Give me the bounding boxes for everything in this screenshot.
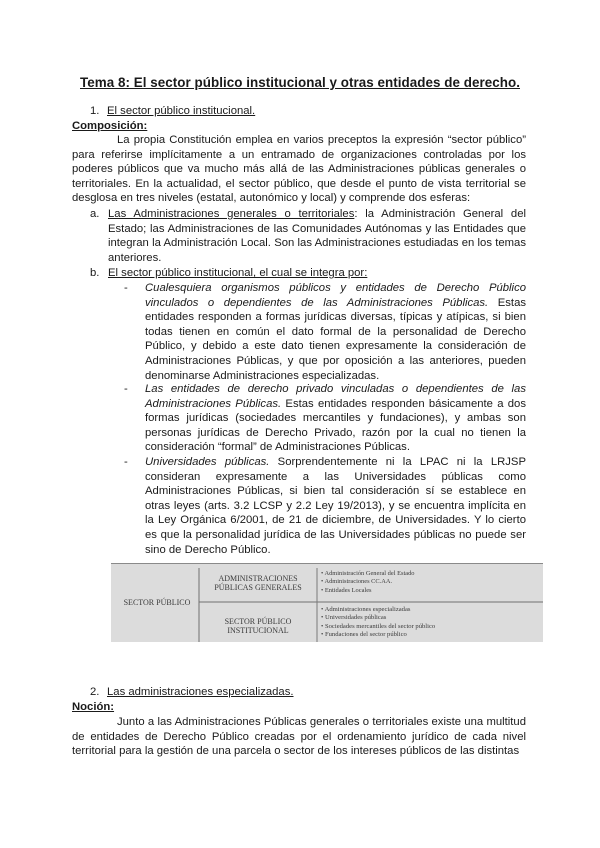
diagram-list-item: • Administraciones especializadas [321,606,411,613]
list-item-a [90,207,526,265]
sub-item-1-marker: - [124,282,128,294]
document-title: Tema 8: El sector público institucional y otras entidades de derecho. [80,75,520,90]
section-1-number: 1. [90,105,100,117]
section-1-title: El sector público institucional. [107,105,256,117]
diagram-branch-2-list [321,606,541,640]
sub-item-2 [124,382,526,455]
sub-item-3-lead: Universidades públicas. [145,456,270,468]
section-2-paragraph: Junto a las Administraciones Públicas generales o territoriales existe una multitud de entidades de Derecho Público creadas por el ordenamiento jurídico de cada nivel territorial para la gestión de una parcela o sector de los intereses públicos de las distintas [72,716,526,758]
list-item-a-text: : la Administración General del Estado; las Administraciones de las Comunidades Autónomas y las Entidades que integran la Administración Local. Son las Administraciones estudiadas en los temas anteriores. [108,208,526,264]
sector-publico-diagram [111,563,543,642]
diagram-root-label: SECTOR PÚBLICO [123,598,191,607]
section-2-number: 2. [90,686,100,698]
list-marker-a: a. [90,208,100,220]
diagram-list-item: • Administraciones CC.AA. [321,578,393,586]
list-item-a-lead: Las Administraciones generales o territoriales [108,208,355,220]
sub-item-1-text: Estas entidades responden a formas jurídicas diversas, típicas y atípicas, si bien todas tienen en común el dato formal de la personalidad de Derecho Público, y debido a este dato tienen expresamente la consideración de Administraciones Públicas, y que por oposición a las anteriores, pueden denominarse Administraciones especializadas. [145,296,526,382]
diagram-branch-2-label: SECTOR PÚBLICO INSTITUCIONAL [224,617,292,635]
diagram-branch-1-label: ADMINISTRACIONES PÚBLICAS GENERALES [214,574,302,592]
sub-item-2-text: Estas entidades responden básicamente a dos formas jurídicas (sociedades mercantiles y fundaciones), y ambas son personas jurídicas de Derecho Privado, razón por la cual no tienen la consideración “formal” de Administraciones Públicas. [145,397,526,454]
sub-item-3-text: Sorprendentemente ni la LPAC ni la LRJSP consideran expresamente a las Universidades públicas como Administraciones Públicas, si bien tal consideración sí se establece en otras leyes (arts. 3.2 LCSP y 2.2 Ley 19/2013), y se encuentra implícita en la Ley Orgánica 6/2001, de 21 de diciembre, de Universidades. Y lo cierto es que la personalidad jurídica de las Universidades públicas no puede ser sino de Derecho Público. [145,456,526,556]
list-item-b [90,266,526,281]
section-2-title: Las administraciones especializadas. [107,686,294,698]
list-marker-b: b. [90,267,100,279]
sub-item-1 [124,281,526,383]
diagram-list-item: • Sociedades mercantiles del sector público [321,622,436,630]
sub-item-2-lead: Las entidades de derecho privado vinculadas o dependientes de las Administraciones Públicas. [145,383,526,410]
sub-item-3 [124,455,526,557]
section-1-paragraph: La propia Constitución emplea en varios preceptos la expresión “sector público” para referirse implícitamente a un entramado de organizaciones controladas por los poderes públicos que va mucho más allá de las Administraciones públicas generales o territoriales. En la actualidad, el sector público, que desde el punto de vista territorial se desglosa en tres niveles (estatal, autonómico y local) y comprende dos esferas: [72,134,526,205]
sub-item-3-marker: - [124,456,128,468]
nocion-label: Noción: [72,701,115,713]
list-item-b-lead: El sector público institucional, el cual se integra por: [108,267,368,279]
sub-item-2-marker: - [124,383,128,395]
section-2-heading [90,685,294,700]
diagram-list-item: • Administración General del Estado [321,570,415,577]
section-1-heading [90,104,255,119]
sub-item-1-lead: Cualesquiera organismos públicos y entidades de Derecho Público vinculados o dependientes de las Administraciones Públicas. [145,282,526,309]
diagram-list-item: • Entidades Locales [321,586,372,594]
diagram-list-item: • Fundaciones del sector público [321,631,407,639]
diagram-list-item: • Universidades públicas [321,614,387,622]
diagram-branch-1-list [321,570,541,595]
composicion-label: Composición: [72,120,148,132]
